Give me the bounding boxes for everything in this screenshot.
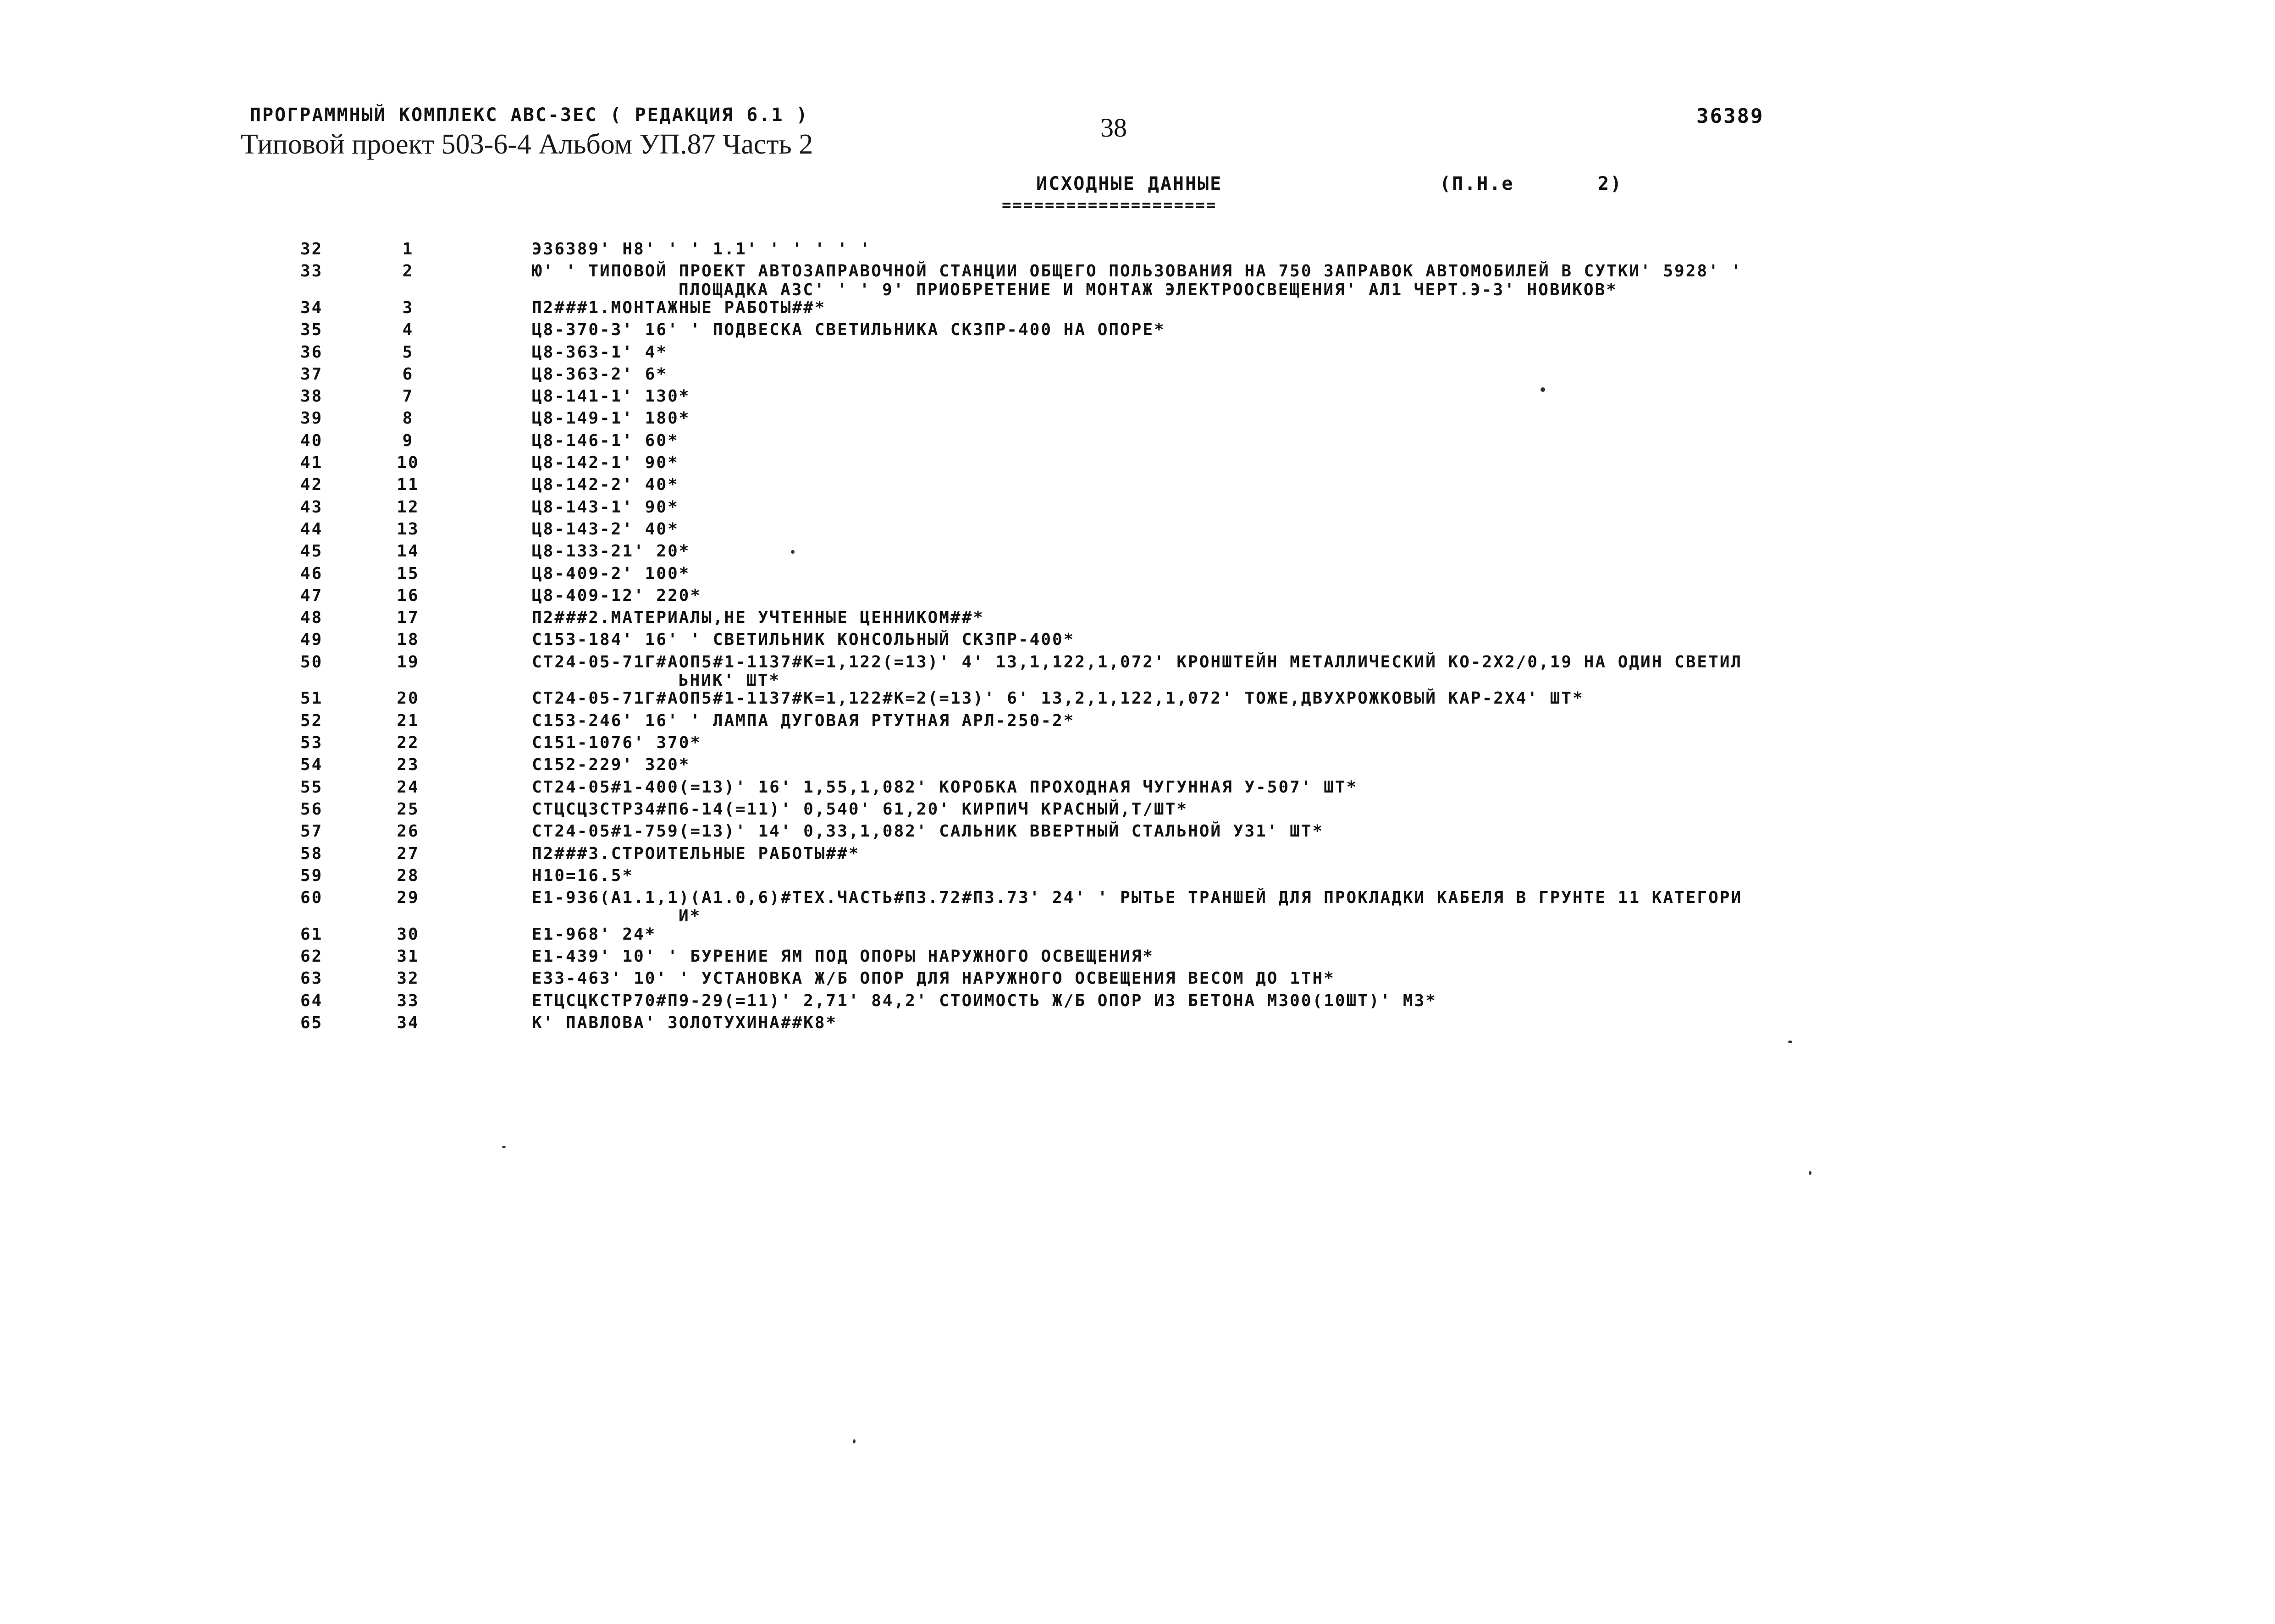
record-line-number: 57 [300, 822, 323, 841]
record-text: Е1-936(А1.1,1)(А1.0,6)#ТЕХ.ЧАСТЬ#П3.72#П3.73' 24' ' РЫТЬЕ ТРАНШЕЙ ДЛЯ ПРОКЛАДКИ КАБЕЛЯ В ГРУНТЕ 11 КАТЕГОРИ [532, 888, 1743, 908]
record-text: Ц8-409-12' 220* [532, 586, 702, 605]
scan-speck [791, 550, 795, 554]
record-row [0, 711, 2275, 733]
record-sequence: 4 [402, 320, 414, 340]
record-row [0, 298, 2275, 320]
record-sequence: 7 [402, 387, 414, 406]
record-sequence: 15 [397, 564, 420, 583]
record-sequence: 31 [397, 947, 420, 966]
record-row [0, 365, 2275, 387]
record-row [0, 608, 2275, 630]
record-sequence: 10 [397, 453, 420, 473]
record-row [0, 822, 2275, 844]
record-line-number: 60 [300, 888, 323, 908]
record-row [0, 343, 2275, 365]
record-line-number: 56 [300, 799, 323, 819]
record-text: Ц8-370-3' 16' ' ПОДВЕСКА СВЕТИЛЬНИКА СКЗПР-400 НА ОПОРЕ* [532, 320, 1165, 340]
record-line-number: 38 [300, 387, 323, 406]
record-text: С153-184' 16' ' СВЕТИЛЬНИК КОНСОЛЬНЫЙ СКЗПР-400* [532, 630, 1075, 650]
record-sequence: 30 [397, 925, 420, 944]
record-sequence: 28 [397, 866, 420, 885]
record-line-number: 51 [300, 689, 323, 708]
record-row [0, 969, 2275, 991]
section-title: ИСХОДНЫЕ ДАННЫЕ [1036, 173, 1223, 194]
record-continuation-text: И* [679, 907, 701, 926]
record-row [0, 991, 2275, 1013]
record-line-number: 65 [300, 1013, 323, 1033]
record-line-number: 42 [300, 475, 323, 495]
record-sequence: 13 [397, 519, 420, 539]
record-line-number: 58 [300, 844, 323, 863]
record-text: ЕТЦСЦКСТР70#П9-29(=11)' 2,71' 84,2' СТОИМОСТЬ Ж/Б ОПОР ИЗ БЕТОНА М300(10ШТ)' МЗ* [532, 991, 1437, 1010]
record-line-number: 33 [300, 262, 323, 281]
record-sequence: 6 [402, 364, 414, 384]
record-sequence: 3 [402, 298, 414, 317]
page-number: 38 [1100, 113, 1127, 143]
record-text: Ю' ' ТИПОВОЙ ПРОЕКТ АВТОЗАПРАВОЧНОЙ СТАНЦИИ ОБЩЕГО ПОЛЬЗОВАНИЯ НА 750 ЗАПРАВОК АВТОМОБИЛЕЙ В СУТКИ' 5928' ' [532, 262, 1743, 281]
record-line-number: 45 [300, 542, 323, 561]
section-underline: ==================== [1002, 196, 1217, 215]
record-row [0, 689, 2275, 711]
record-line-number: 52 [300, 711, 323, 730]
record-sequence: 22 [397, 733, 420, 753]
record-line-number: 36 [300, 342, 323, 362]
scan-speck [1541, 387, 1545, 392]
record-text: П2###3.СТРОИТЕЛЬНЫЕ РАБОТЫ##* [532, 844, 860, 863]
record-line-number: 37 [300, 364, 323, 384]
record-text: Ц8-409-2' 100* [532, 564, 690, 583]
record-line-number: 32 [300, 240, 323, 259]
record-sequence: 29 [397, 888, 420, 908]
record-sequence: 27 [397, 844, 420, 863]
record-text: Ц8-142-1' 90* [532, 453, 679, 473]
record-row [0, 800, 2275, 822]
scan-speck [502, 1146, 506, 1148]
record-line-number: 34 [300, 298, 323, 317]
record-row [0, 475, 2275, 497]
scan-speck [1788, 1040, 1792, 1043]
record-row [0, 1013, 2275, 1035]
record-line-number: 43 [300, 497, 323, 517]
record-row [0, 844, 2275, 866]
record-sequence: 17 [397, 608, 420, 628]
record-line-number: 59 [300, 866, 323, 885]
record-row [0, 564, 2275, 586]
record-text: Ц8-143-1' 90* [532, 497, 679, 517]
record-text: Н10=16.5* [532, 866, 634, 885]
record-sequence: 8 [402, 409, 414, 428]
record-text: Ц8-363-1' 4* [532, 342, 668, 362]
record-row [0, 755, 2275, 777]
record-line-number: 48 [300, 608, 323, 628]
record-sequence: 20 [397, 689, 420, 708]
record-line-number: 63 [300, 969, 323, 988]
section-ref-num: 2) [1598, 173, 1623, 194]
record-sequence: 1 [402, 240, 414, 259]
record-line-number: 50 [300, 652, 323, 672]
record-sequence: 12 [397, 497, 420, 517]
record-sequence: 14 [397, 542, 420, 561]
record-row [0, 630, 2275, 652]
record-line-number: 40 [300, 431, 323, 450]
program-line: ПРОГРАММНЫЙ КОМПЛЕКС АВС-3ЕС ( РЕДАКЦИЯ 6.1 ) [250, 105, 809, 126]
record-line-number: 47 [300, 586, 323, 605]
record-row [0, 866, 2275, 888]
record-line-number: 53 [300, 733, 323, 753]
record-sequence: 32 [397, 969, 420, 988]
record-text: СТ24-05-71Г#АОП5#1-1137#К=1,122#К=2(=13)' 6' 13,2,1,122,1,072' ТОЖЕ,ДВУХРОЖКОВЫЙ КАР-2Х4' ШТ* [532, 689, 1584, 708]
record-sequence: 23 [397, 755, 420, 775]
record-text: П2###1.МОНТАЖНЫЕ РАБОТЫ##* [532, 298, 826, 317]
record-row [0, 586, 2275, 608]
record-line-number: 46 [300, 564, 323, 583]
record-text: Е1-439' 10' ' БУРЕНИЕ ЯМ ПОД ОПОРЫ НАРУЖНОГО ОСВЕЩЕНИЯ* [532, 947, 1154, 966]
record-line-number: 55 [300, 777, 323, 797]
record-sequence: 16 [397, 586, 420, 605]
record-line-number: 49 [300, 630, 323, 650]
record-sequence: 19 [397, 652, 420, 672]
record-line-number: 39 [300, 409, 323, 428]
record-row [0, 733, 2275, 755]
record-sequence: 33 [397, 991, 420, 1010]
section-ref: (П.Н.е [1440, 173, 1514, 194]
record-text: Ц8-363-2' 6* [532, 364, 668, 384]
record-row [0, 453, 2275, 475]
record-text: Э36389' Н8' ' ' 1.1' ' ' ' ' ' [532, 240, 872, 259]
record-text: СТ24-05#1-400(=13)' 16' 1,55,1,082' КОРОБКА ПРОХОДНАЯ ЧУГУННАЯ У-507' ШТ* [532, 777, 1358, 797]
record-row [0, 947, 2275, 969]
record-sequence: 34 [397, 1013, 420, 1033]
record-text: С153-246' 16' ' ЛАМПА ДУГОВАЯ РТУТНАЯ АРЛ-250-2* [532, 711, 1075, 730]
record-row [0, 387, 2275, 409]
record-row [0, 925, 2275, 947]
doc-number: 36389 [1696, 105, 1764, 128]
record-sequence: 2 [402, 262, 414, 281]
record-text: Ц8-146-1' 60* [532, 431, 679, 450]
record-text: Ц8-142-2' 40* [532, 475, 679, 495]
record-row [0, 431, 2275, 453]
record-sequence: 25 [397, 799, 420, 819]
record-sequence: 24 [397, 777, 420, 797]
record-line-number: 62 [300, 947, 323, 966]
record-text: Е33-463' 10' ' УСТАНОВКА Ж/Б ОПОР ДЛЯ НАРУЖНОГО ОСВЕЩЕНИЯ ВЕСОМ ДО 1ТН* [532, 969, 1335, 988]
scan-speck [1809, 1171, 1811, 1175]
record-line-number: 41 [300, 453, 323, 473]
record-sequence: 26 [397, 822, 420, 841]
record-row [0, 240, 2275, 262]
record-row [0, 320, 2275, 342]
project-title: Типовой проект 503-6-4 Альбом УП.87 Часть 2 [241, 129, 813, 160]
record-text: К' ПАВЛОВА' ЗОЛОТУХИНА##К8* [532, 1013, 838, 1033]
record-text: Ц8-141-1' 130* [532, 387, 690, 406]
record-text: П2###2.МАТЕРИАЛЫ,НЕ УЧТЕННЫЕ ЦЕННИКОМ##* [532, 608, 984, 628]
record-line-number: 54 [300, 755, 323, 775]
record-text: СТЦСЦЗСТР34#П6-14(=11)' 0,540' 61,20' КИРПИЧ КРАСНЫЙ,Т/ШТ* [532, 799, 1188, 819]
record-text: Ц8-149-1' 180* [532, 409, 690, 428]
record-line-number: 44 [300, 519, 323, 539]
record-row [0, 778, 2275, 800]
record-text: СТ24-05#1-759(=13)' 14' 0,33,1,082' САЛЬНИК ВВЕРТНЫЙ СТАЛЬНОЙ У31' ШТ* [532, 822, 1324, 841]
record-text: СТ24-05-71Г#АОП5#1-1137#К=1,122(=13)' 4' 13,1,122,1,072' КРОНШТЕЙН МЕТАЛЛИЧЕСКИЙ КО-2Х2/0,19 НА ОДИН СВЕТИЛ [532, 652, 1743, 672]
scan-speck [853, 1439, 856, 1443]
record-text: Ц8-133-21' 20* [532, 542, 690, 561]
record-sequence: 5 [402, 342, 414, 362]
record-continuation-text: ПЛОЩАДКА АЗС' ' ' 9' ПРИОБРЕТЕНИЕ И МОНТАЖ ЭЛЕКТРООСВЕЩЕНИЯ' АЛ1 ЧЕРТ.Э-3' НОВИКОВ* [679, 280, 1618, 299]
record-line-number: 61 [300, 925, 323, 944]
record-line-number: 64 [300, 991, 323, 1010]
record-text: Е1-968' 24* [532, 925, 657, 944]
record-sequence: 21 [397, 711, 420, 730]
record-row [0, 520, 2275, 542]
record-text: Ц8-143-2' 40* [532, 519, 679, 539]
record-row [0, 409, 2275, 431]
record-row [0, 498, 2275, 520]
record-text: С151-1076' 370* [532, 733, 702, 753]
record-row [0, 542, 2275, 564]
record-sequence: 18 [397, 630, 420, 650]
record-continuation-text: ЬНИК' ШТ* [679, 671, 781, 690]
record-sequence: 11 [397, 475, 420, 495]
record-line-number: 35 [300, 320, 323, 340]
record-sequence: 9 [402, 431, 414, 450]
record-text: С152-229' 320* [532, 755, 690, 775]
